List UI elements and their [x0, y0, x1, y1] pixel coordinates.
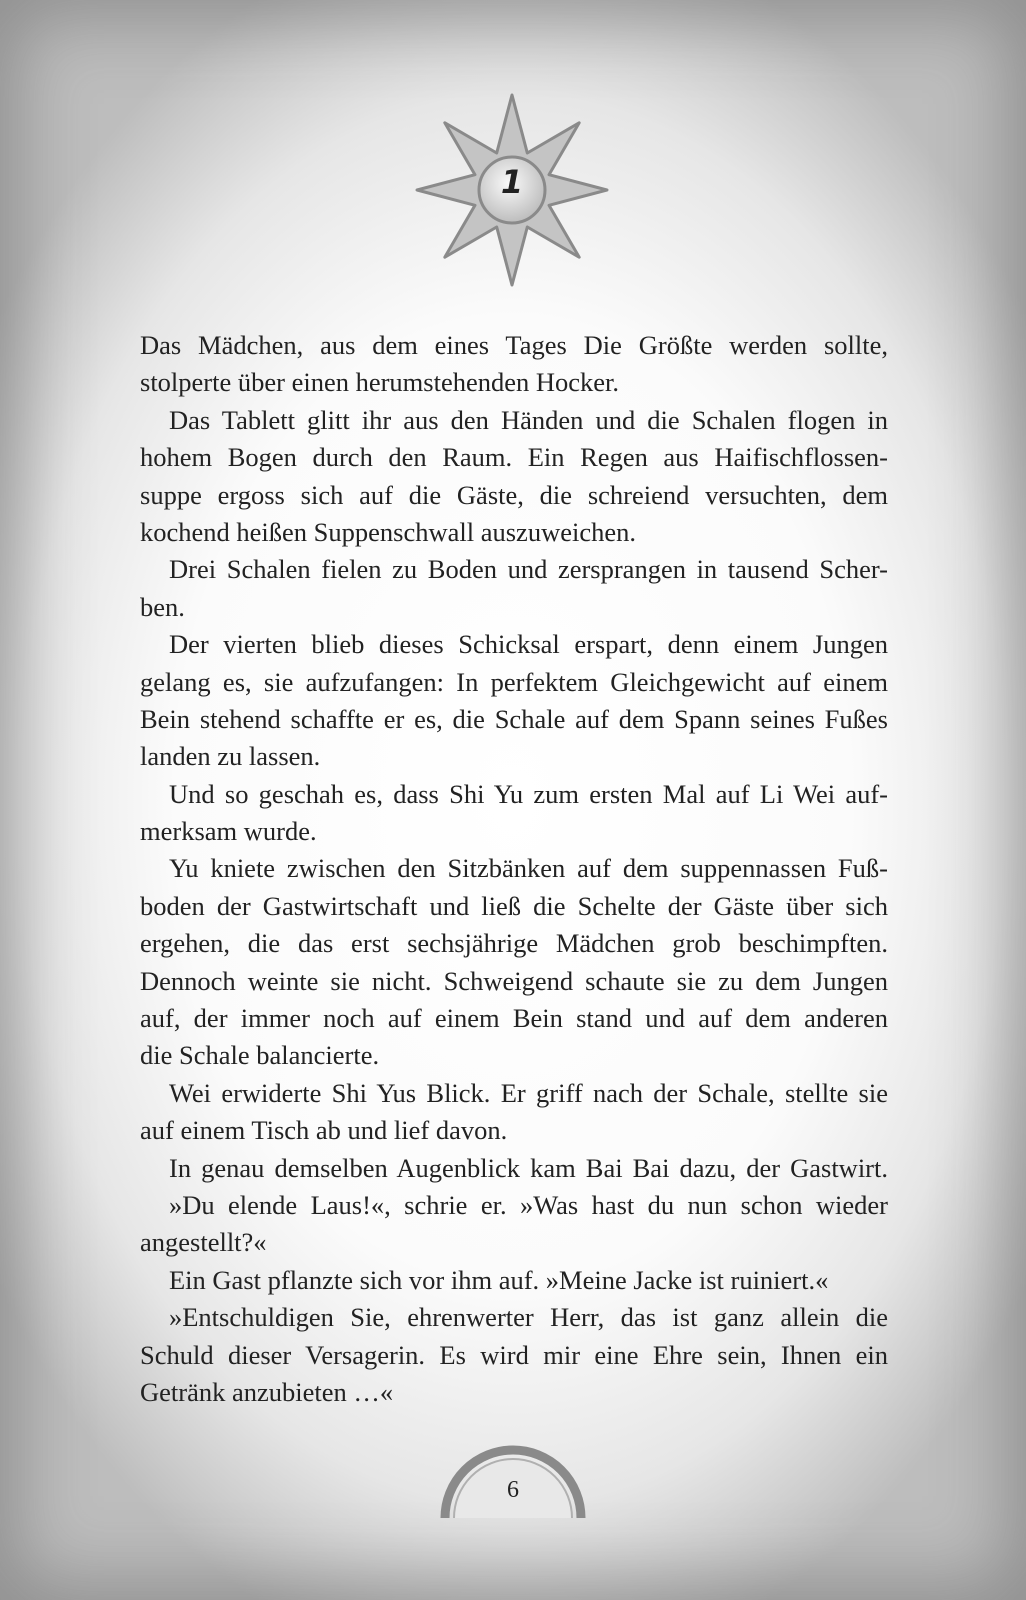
text-line: stolperte über einen herumstehenden Hocker. [140, 367, 620, 398]
text-line: Das Tablett glitt ihr aus den Händen und die Schalen flogen in [169, 404, 888, 435]
text-line: Getränk anzubieten …« [140, 1376, 394, 1407]
text-line: Das Mädchen, aus dem eines Tages Die Größte werden sollte, [140, 330, 888, 360]
text-line: Yu kniete zwischen den Sitzbänken auf dem suppennassen Fuß- [169, 853, 888, 884]
text-line: ergehen, die das erst sechsjährige Mädchen grob beschimpften. [140, 928, 888, 959]
text-line: die Schale balancierte. [140, 1040, 380, 1071]
text-line: ben. [140, 591, 185, 622]
text-line: auf, der immer noch auf einem Bein stand und auf dem anderen [140, 1003, 888, 1034]
text-line: landen zu lassen. [140, 741, 321, 772]
text-line: merksam wurde. [140, 816, 317, 847]
text-line: Bein stehend schaffte er es, die Schale auf dem Spann seines Fußes [140, 703, 888, 734]
text-line: Dennoch weinte sie nicht. Schweigend schaute sie zu dem Jungen [140, 965, 888, 996]
text-line: angestellt?« [140, 1227, 267, 1258]
text-line: kochend heißen Suppenschwall auszuweichen. [140, 516, 636, 547]
text-line: Ein Gast pflanzte sich vor ihm auf. »Meine Jacke ist ruiniert.« [169, 1264, 829, 1295]
body-text [140, 327, 888, 1411]
chapter-number: 1 [500, 163, 524, 201]
text-line: auf einem Tisch ab und lief davon. [140, 1115, 508, 1146]
text-line: Schuld dieser Versagerin. Es wird mir eine Ehre sein, Ihnen ein [140, 1339, 888, 1370]
text-line: In genau demselben Augenblick kam Bai Bai dazu, der Gastwirt. [169, 1152, 888, 1183]
text-line: »Du elende Laus!«, schrie er. »Was hast du nun schon wieder [169, 1189, 888, 1220]
text-line: Der vierten blieb dieses Schicksal erspart, denn einem Jungen [169, 629, 888, 660]
text-line: suppe ergoss sich auf die Gäste, die schreiend versuchten, dem [140, 479, 888, 510]
text-line: Wei erwiderte Shi Yus Blick. Er griff nach der Schale, stellte sie [169, 1077, 888, 1108]
text-line: Drei Schalen fielen zu Boden und zersprangen in tausend Scher- [169, 554, 888, 585]
page-number: 6 [507, 1477, 519, 1503]
text-line: gelang es, sie aufzufangen: In perfektem Gleichgewicht auf einem [140, 666, 888, 697]
text-line: »Entschuldigen Sie, ehrenwerter Herr, das ist ganz allein die [169, 1302, 888, 1333]
text-line: hohem Bogen durch den Raum. Ein Regen aus Haifischflossen- [140, 442, 888, 473]
text-line: boden der Gastwirtschaft und ließ die Schelte der Gäste über sich [140, 890, 888, 921]
text-line: Und so geschah es, dass Shi Yu zum ersten Mal auf Li Wei auf- [169, 778, 888, 809]
